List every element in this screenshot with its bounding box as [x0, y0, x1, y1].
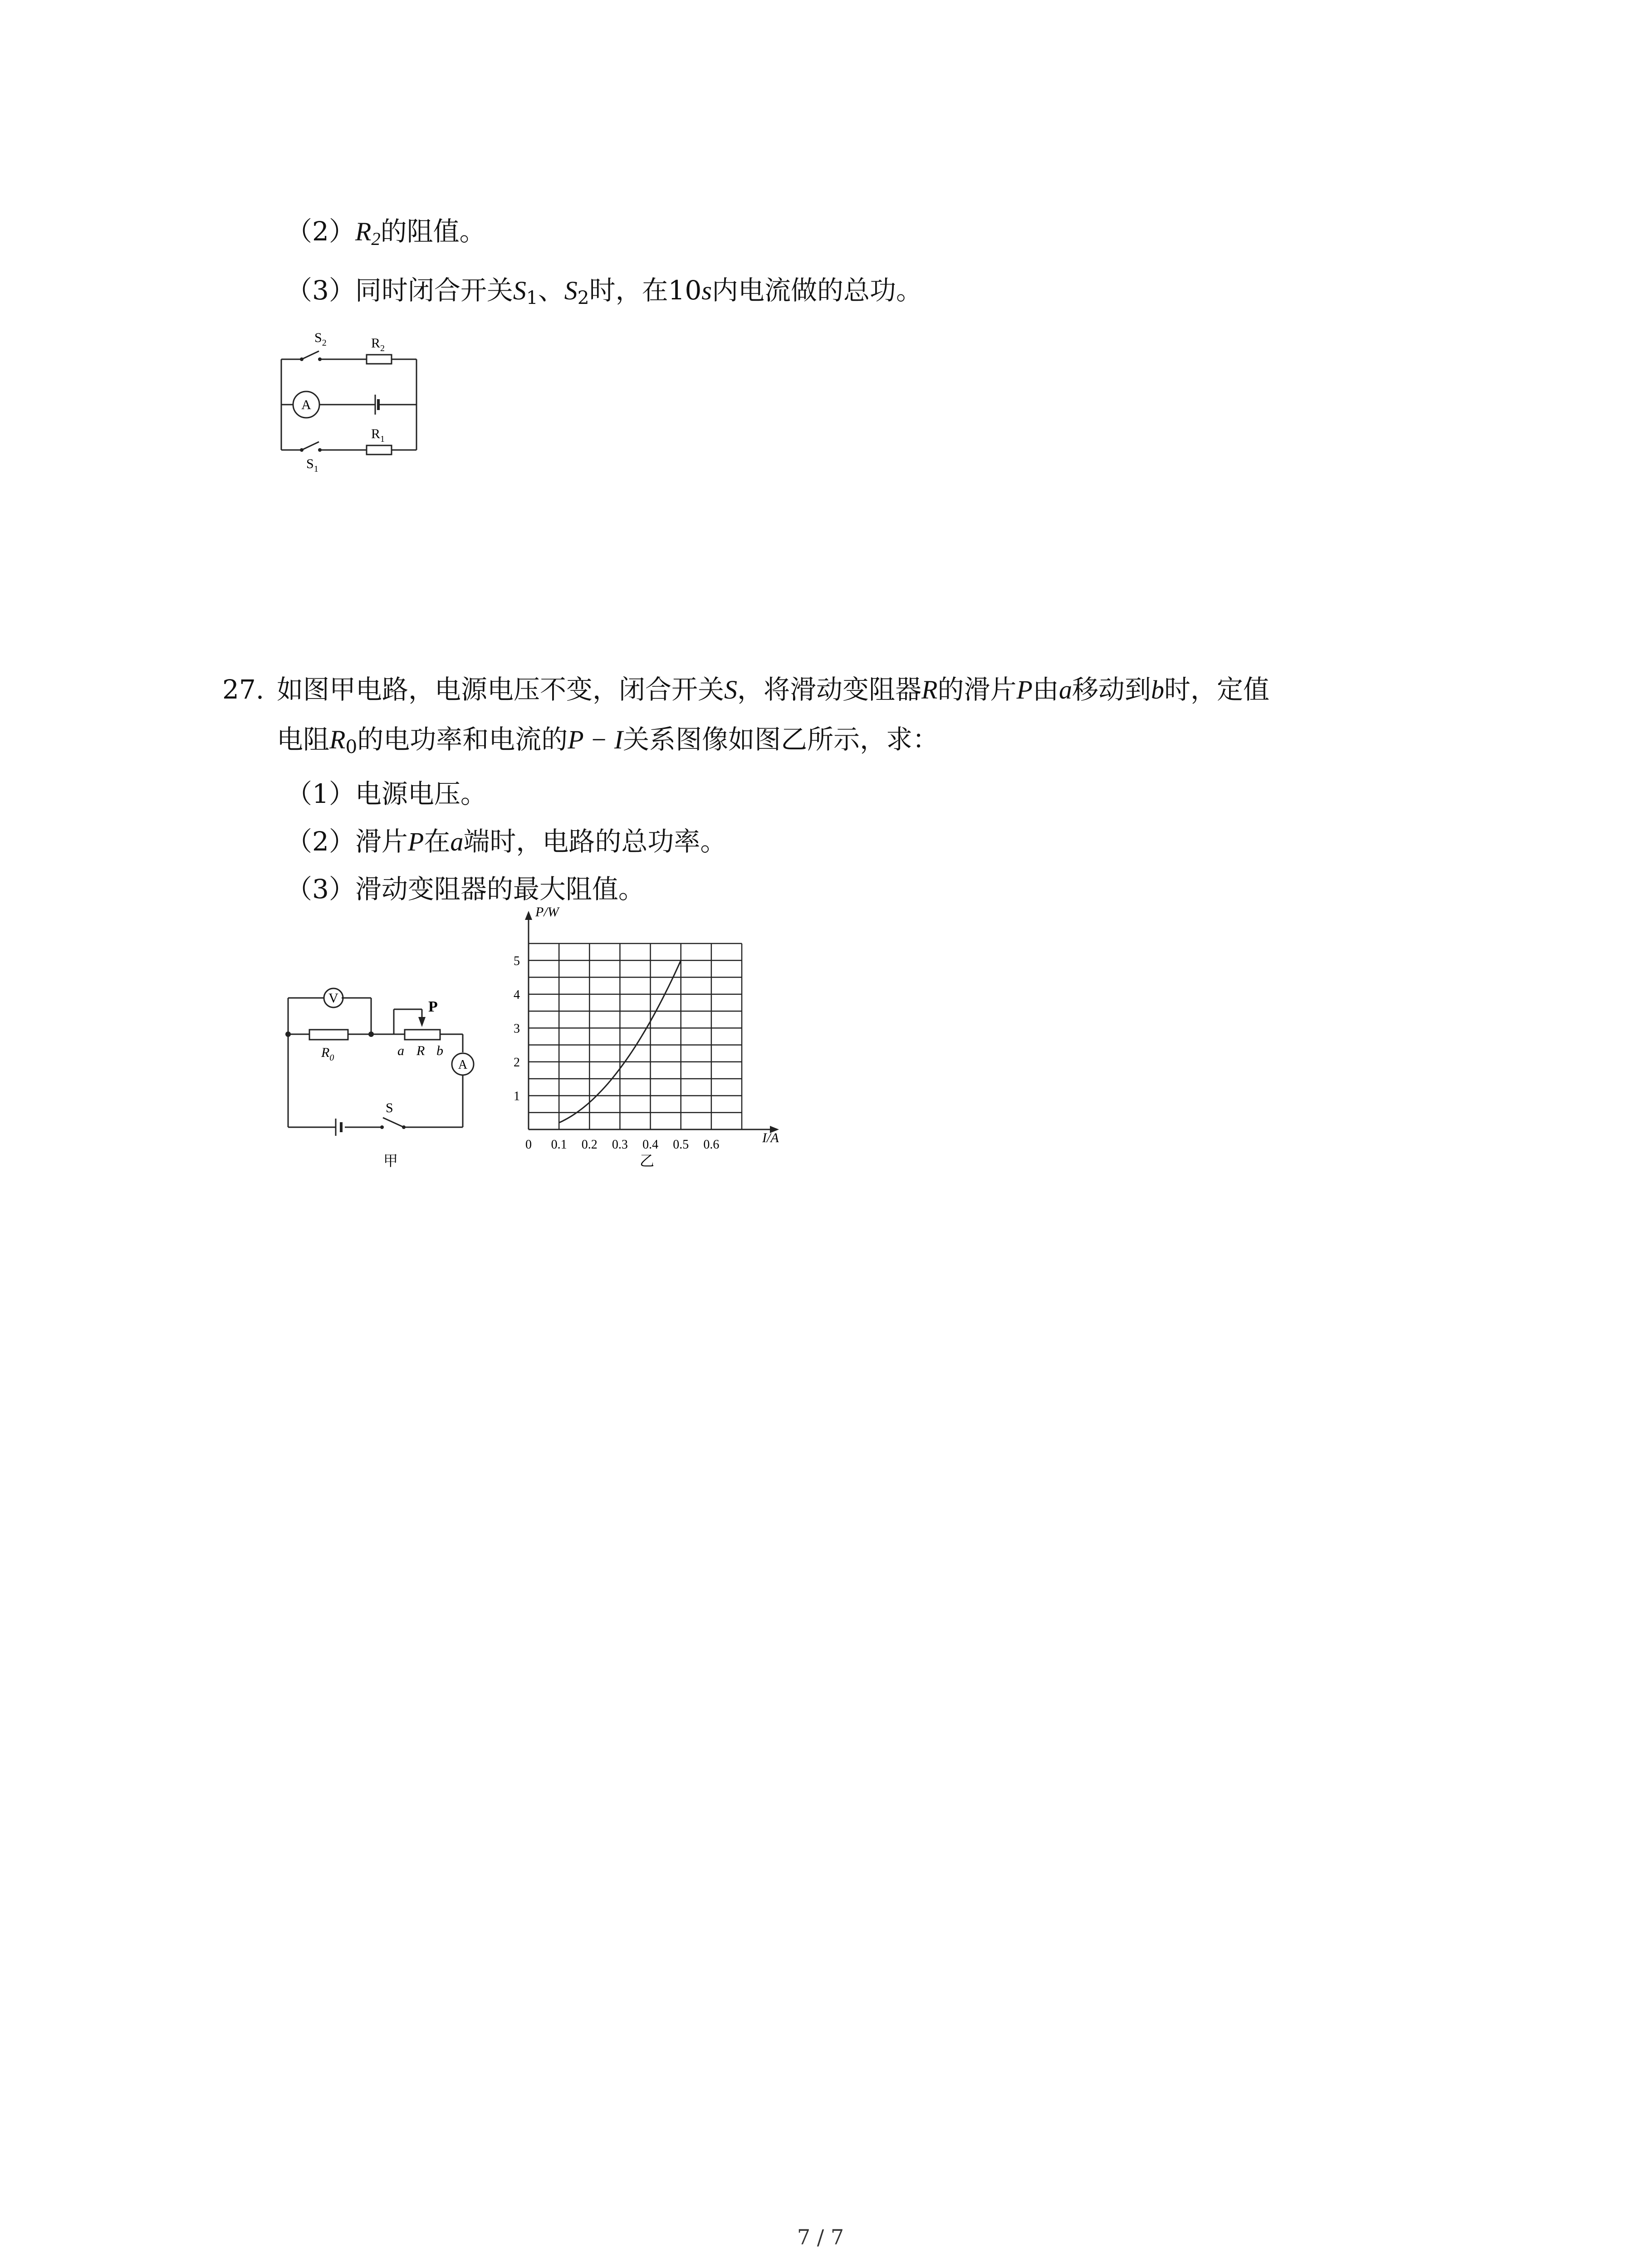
q27-stem-line1 — [222, 671, 1269, 708]
text-part: 的滑片 — [937, 674, 1017, 705]
q27-sub1-line — [286, 776, 487, 812]
variable-subscript: 2 — [577, 287, 589, 309]
variable: R — [355, 217, 372, 246]
y-axis-label: P/W — [535, 904, 559, 919]
x-tick-label: 0.4 — [642, 1138, 659, 1152]
x-tick-label: 0.2 — [581, 1138, 598, 1152]
sub-text: 的阻值。 — [380, 216, 486, 247]
text-part: 滑片 — [355, 826, 408, 857]
page-number: 7 / 7 — [797, 2225, 844, 2249]
unit: s — [701, 276, 712, 305]
voltmeter-label: V — [328, 991, 338, 1006]
separator: 、 — [538, 275, 564, 306]
prev-circuit-figure — [272, 327, 426, 476]
variable: b — [1151, 675, 1164, 704]
x-tick-label: 0.3 — [612, 1138, 628, 1152]
text-part: 由 — [1032, 674, 1059, 705]
x-tick-label: 0 — [525, 1138, 532, 1152]
text-part: 的电功率和电流的 — [357, 724, 568, 755]
rheostat-r-label: R — [416, 1043, 425, 1058]
text-part: 在 — [424, 826, 451, 857]
prev-sub3-line — [286, 272, 922, 316]
text-part: 内电流做的总功。 — [712, 275, 923, 306]
x-axis-label: I/A — [762, 1130, 779, 1145]
variable: R — [329, 725, 346, 754]
y-tick-label: 2 — [514, 1055, 520, 1070]
variable-subscript: 2 — [371, 229, 381, 249]
rheostat-a-label: a — [397, 1043, 404, 1058]
variable: S — [513, 276, 526, 305]
ammeter-label: A — [301, 397, 311, 412]
variable: P − I — [568, 725, 623, 754]
variable-subscript: 1 — [526, 287, 538, 309]
sub-text: 电源电压。 — [355, 778, 487, 809]
q27-sub2-line — [286, 823, 726, 860]
y-tick-label: 1 — [514, 1089, 520, 1104]
y-tick-label: 5 — [514, 954, 520, 968]
chart-tick-labels — [514, 954, 719, 1152]
switch-s1-label: $S_1$ — [306, 456, 318, 474]
x-tick-label: 0.6 — [703, 1138, 720, 1152]
q27-circuit-figure — [272, 966, 508, 1184]
x-tick-label: 0.1 — [551, 1138, 567, 1152]
figure-yi-caption: 乙 — [640, 1153, 655, 1169]
variable: S — [724, 675, 738, 704]
sub-number: （2） — [286, 826, 355, 857]
ammeter-label: A — [458, 1058, 468, 1072]
number-value: 10 — [668, 275, 702, 306]
text-part: 端时，电路的总功率。 — [463, 826, 727, 857]
variable: P — [1016, 675, 1033, 704]
switch-s2-label: $S_2$ — [314, 330, 327, 348]
chart-axes — [525, 911, 779, 1133]
q27-pi-chart — [508, 903, 803, 1170]
variable: a — [1058, 675, 1072, 704]
chart-grid — [529, 943, 742, 1129]
q27-sub3-line — [286, 871, 645, 907]
variable: P — [407, 827, 424, 856]
sub-text: 滑动变阻器的最大阻值。 — [355, 874, 645, 904]
q27-stem-line2 — [277, 721, 939, 765]
resistor-r1-label: $R_1$ — [371, 426, 385, 444]
switch-s-label: S — [386, 1100, 393, 1115]
text-part: 电阻 — [277, 724, 330, 755]
prev-sub2-line — [286, 213, 486, 257]
y-axis-arrow — [525, 911, 532, 920]
text-part: 同时闭合开关 — [355, 275, 513, 306]
text-part: ，将滑动变阻器 — [737, 674, 922, 705]
question-number: 27. — [222, 674, 265, 705]
variable-subscript: 0 — [345, 736, 358, 758]
text-part: 时，定值 — [1164, 674, 1269, 705]
sub-number: （3） — [286, 275, 355, 306]
slider-p-label: P — [428, 998, 438, 1015]
sub-number: （1） — [286, 778, 355, 809]
text-part: 关系图像如图乙所示，求： — [623, 724, 939, 755]
sub-number: （3） — [286, 874, 355, 904]
y-tick-label: 3 — [514, 1022, 520, 1036]
text-part: 如图甲电路，电源电压不变，闭合开关 — [277, 674, 725, 705]
x-tick-label: 0.5 — [673, 1138, 689, 1152]
text-part: 时，在 — [589, 275, 668, 306]
variable: a — [450, 827, 464, 856]
figure-jia-caption: 甲 — [383, 1153, 398, 1169]
resistor-r0-label: $R_0$ — [321, 1045, 334, 1063]
resistor-r2-label: $R_2$ — [371, 336, 385, 353]
rheostat-b-label: b — [436, 1043, 443, 1058]
variable: R — [921, 675, 938, 704]
text-part: 移动到 — [1072, 674, 1151, 705]
y-tick-label: 4 — [514, 987, 520, 1002]
sub-number: （2） — [286, 216, 355, 247]
variable: S — [564, 276, 578, 305]
